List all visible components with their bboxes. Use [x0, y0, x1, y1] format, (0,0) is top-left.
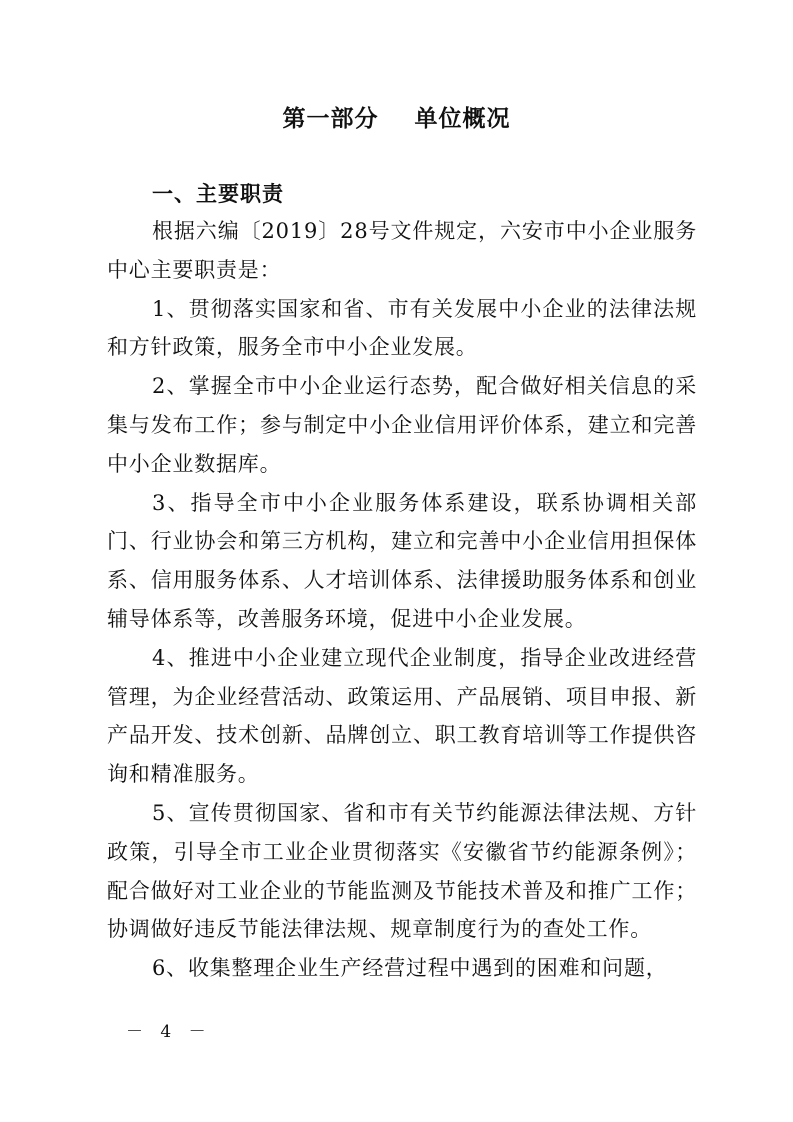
paragraph-duty-6: 6、收集整理企业生产经营过程中遇到的困难和问题， [152, 956, 668, 981]
page-number: － 4 － [126, 1022, 212, 1042]
paragraph-duty-3: 3、指导全市中小企业服务体系建设，联系协调相关部门、行业协会和第三方机构，建立和完善中小企业信用担保体系、信用服务体系、人才培训体系、法律援助服务体系和创业辅导体系等，改善服务环境，促进中小企业发展。 [107, 490, 697, 631]
paragraph-intro: 根据六编〔2019〕28号文件规定，六安市中小企业服务中心主要职责是： [107, 219, 697, 282]
paragraph-duty-2: 2、掌握全市中小企业运行态势，配合做好相关信息的采集与发布工作；参与制定中小企业信用评价体系，建立和完善中小企业数据库。 [107, 374, 697, 476]
paragraph-duty-1: 1、贯彻落实国家和省、市有关发展中小企业的法律法规和方针政策，服务全市中小企业发展。 [107, 296, 697, 360]
document-body [107, 212, 697, 988]
paragraph-duty-5: 5、宣传贯彻国家、省和市有关节约能源法律法规、方针政策，引导全市工业企业贯彻落实《安徽省节约能源条例》；配合做好对工业企业的节能监测及节能技术普及和推广工作；协调做好违反节能法律法规、规章制度行为的查处工作。 [107, 800, 697, 942]
section-heading: 一、主要职责 [152, 182, 284, 206]
paragraph-duty-4: 4、推进中小企业建立现代企业制度，指导企业改进经营管理，为企业经营活动、政策运用、产品展销、项目申报、新产品开发、技术创新、品牌创立、职工教育培训等工作提供咨询和精准服务。 [107, 645, 697, 787]
page-title: 第一部分 单位概况 [282, 106, 511, 132]
